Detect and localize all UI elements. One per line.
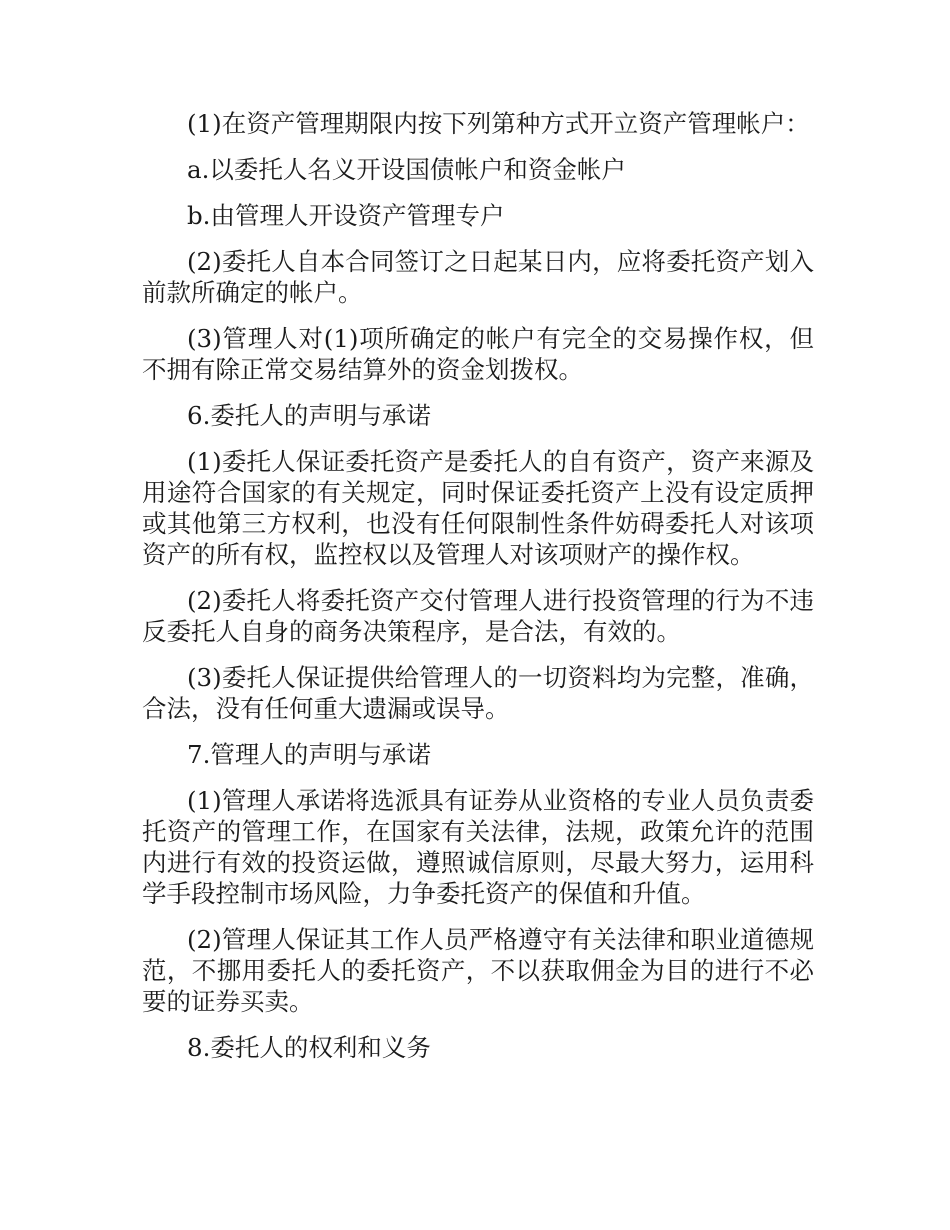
- paragraph-client-guarantee-3: (3)委托人保证提供给管理人的一切资料均为完整，准确，合法，没有任何重大遗漏或误导。: [142, 663, 814, 723]
- section-heading-6: 6.委托人的声明与承诺: [187, 401, 431, 430]
- paragraph-asset-transfer: (2)委托人自本合同签订之日起某日内，应将委托资产划入前款所确定的帐户。: [142, 247, 814, 307]
- paragraph-client-guarantee-1: (1)委托人保证委托资产是委托人的自有资产，资产来源及用途符合国家的有关规定，同时保证委托资产上没有设定质押或其他第三方权利，也没有任何限制性条件妨碍委托人对该项资产的所有权，监控权以及管理人对该项财产的操作权。: [142, 447, 814, 569]
- paragraph-option-b: b.由管理人开设资产管理专户: [187, 201, 505, 230]
- paragraph-manager-commitment-1: (1)管理人承诺将选派具有证券从业资格的专业人员负责委托资产的管理工作，在国家有关法律，法规，政策允许的范围内进行有效的投资运做，遵照诚信原则，尽最大努力，运用科学手段控制市场风险，力争委托资产的保值和升值。: [142, 786, 814, 908]
- paragraph-manager-commitment-2: (2)管理人保证其工作人员严格遵守有关法律和职业道德规范，不挪用委托人的委托资产，不以获取佣金为目的进行不必要的证券买卖。: [142, 925, 814, 1016]
- document-body: [142, 108, 814, 1078]
- paragraph-trading-rights: (3)管理人对(1)项所确定的帐户有完全的交易操作权，但不拥有除正常交易结算外的资金划拨权。: [142, 324, 814, 384]
- paragraph-account-opening: (1)在资产管理期限内按下列第种方式开立资产管理帐户：: [187, 109, 810, 138]
- section-heading-8: 8.委托人的权利和义务: [187, 1033, 431, 1062]
- paragraph-option-a: a.以委托人名义开设国债帐户和资金帐户: [187, 155, 626, 184]
- paragraph-client-guarantee-2: (2)委托人将委托资产交付管理人进行投资管理的行为不违反委托人自身的商务决策程序，是合法，有效的。: [142, 586, 814, 646]
- section-heading-7: 7.管理人的声明与承诺: [187, 740, 431, 769]
